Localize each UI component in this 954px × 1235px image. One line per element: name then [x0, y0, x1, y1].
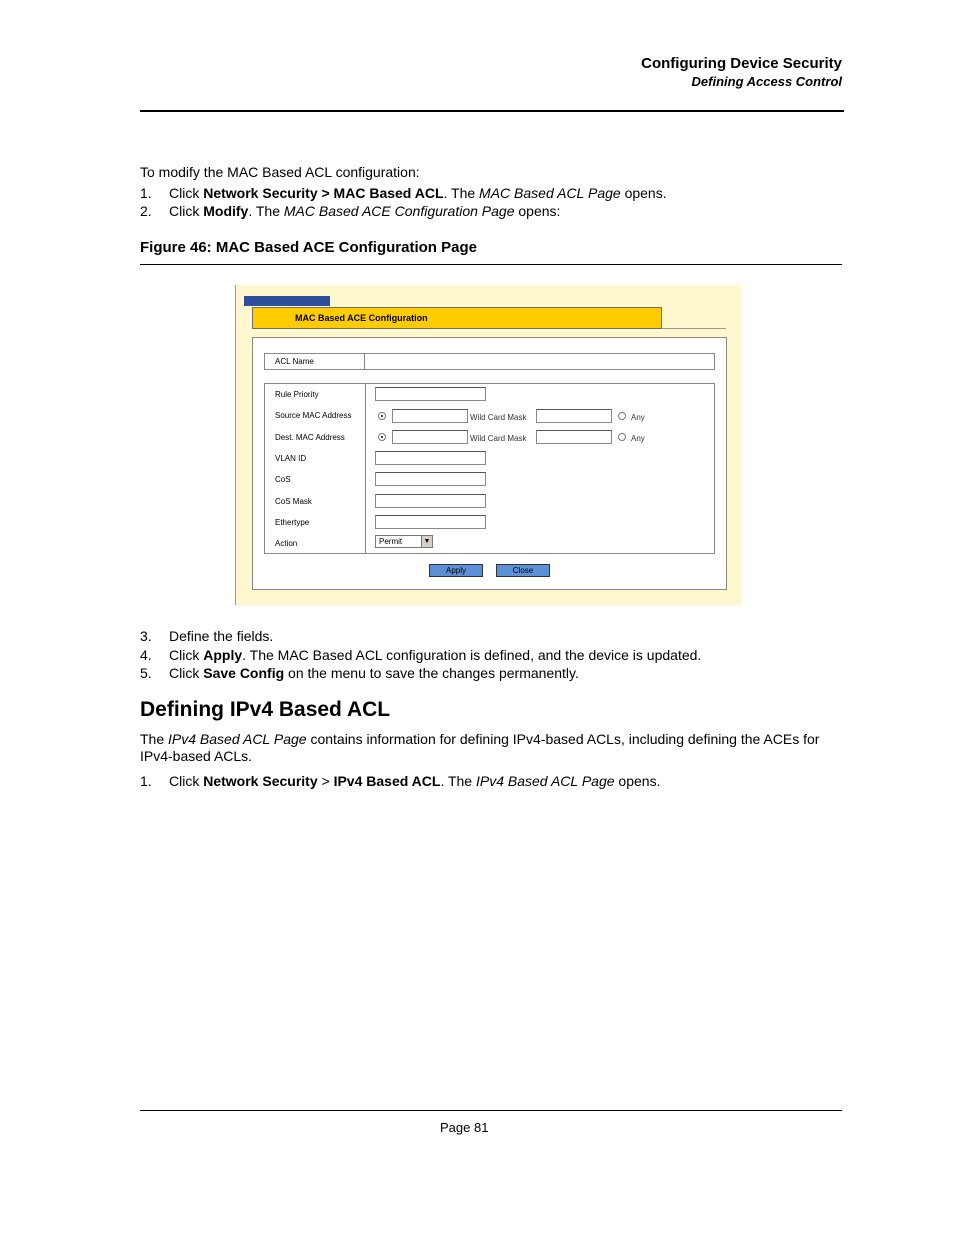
section-paragraph: The IPv4 Based ACL Page contains information for defining IPv4-based ACLs, including defining the ACEs for IPv4-based ACLs.: [140, 731, 820, 764]
footer-rule: [140, 1110, 842, 1111]
source-any-radio[interactable]: [618, 412, 626, 420]
dest-any-radio[interactable]: [618, 433, 626, 441]
vlan-id-input[interactable]: [375, 451, 486, 465]
step-2: 2. Click Modify. The MAC Based ACE Configuration Page opens:: [140, 203, 561, 219]
tab-line: [662, 328, 726, 329]
cos-input[interactable]: [375, 472, 486, 486]
cos-label: CoS: [275, 475, 291, 484]
header-rule: [140, 110, 844, 112]
source-wildcard-input[interactable]: [536, 409, 612, 423]
ethertype-input[interactable]: [375, 515, 486, 529]
tab-title: MAC Based ACE Configuration: [295, 313, 428, 323]
step-3: 3. Define the fields.: [140, 628, 274, 644]
dest-mac-label: Dest. MAC Address: [275, 433, 345, 442]
chevron-down-icon: ▼: [421, 536, 432, 547]
source-mac-label: Source MAC Address: [275, 411, 352, 420]
fields-table: [264, 383, 715, 554]
dest-mac-radio[interactable]: [378, 433, 386, 441]
action-select[interactable]: [375, 535, 433, 548]
running-header-subtitle: Defining Access Control: [691, 74, 842, 89]
action-label: Action: [275, 539, 298, 548]
step-4: 4. Click Apply. The MAC Based ACL configuration is defined, and the device is updated.: [140, 647, 702, 663]
figure-rule: [140, 264, 842, 265]
column-divider: [365, 384, 366, 553]
step-5: 5. Click Save Config on the menu to save the changes permanently.: [140, 665, 579, 681]
cos-mask-input[interactable]: [375, 494, 486, 508]
apply-button[interactable]: Apply: [429, 564, 483, 577]
dest-wildcard-label: Wild Card Mask: [470, 434, 527, 443]
running-header-title: Configuring Device Security: [641, 55, 842, 72]
section-heading: Defining IPv4 Based ACL: [140, 698, 391, 721]
dest-any-label: Any: [631, 434, 645, 443]
intro-text: To modify the MAC Based ACL configuration:: [140, 164, 420, 180]
inner-panel: [252, 337, 727, 590]
figure-screenshot: [235, 285, 741, 605]
cos-mask-label: CoS Mask: [275, 497, 312, 506]
acl-name-row: [264, 353, 715, 370]
rule-priority-label: Rule Priority: [275, 390, 319, 399]
rule-priority-input[interactable]: [375, 387, 486, 401]
figure-caption: Figure 46: MAC Based ACE Configuration Page: [140, 239, 477, 256]
close-button[interactable]: Close: [496, 564, 550, 577]
source-mac-radio[interactable]: [378, 412, 386, 420]
action-value: Permit: [379, 537, 403, 546]
page-number: Page 81: [440, 1120, 489, 1135]
source-any-label: Any: [631, 413, 645, 422]
acl-name-label: ACL Name: [265, 354, 365, 369]
source-wildcard-label: Wild Card Mask: [470, 413, 527, 422]
dest-wildcard-input[interactable]: [536, 430, 612, 444]
step-1: 1. Click Network Security > MAC Based ACL. The MAC Based ACL Page opens.: [140, 185, 667, 201]
tab-title-bar: [252, 307, 662, 329]
source-mac-input[interactable]: [392, 409, 468, 423]
vlan-id-label: VLAN ID: [275, 454, 307, 463]
tab-accent: [244, 296, 330, 306]
dest-mac-input[interactable]: [392, 430, 468, 444]
section-step-1: 1. Click Network Security > IPv4 Based ACL. The IPv4 Based ACL Page opens.: [140, 773, 661, 789]
ethertype-label: Ethertype: [275, 518, 310, 527]
